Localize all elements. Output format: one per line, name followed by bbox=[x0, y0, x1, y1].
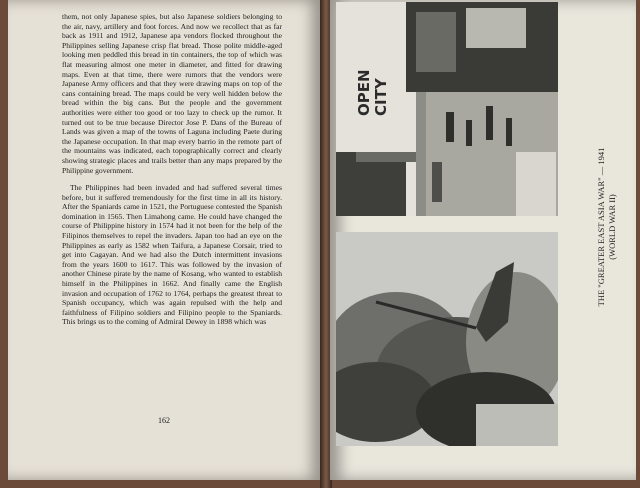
burning-plane-photo bbox=[336, 232, 558, 446]
page-number: 162 bbox=[158, 416, 170, 425]
crash-smoke-image bbox=[336, 232, 558, 446]
caption-subtitle: (WORLD WAR II) bbox=[607, 194, 617, 260]
body-text bbox=[62, 12, 282, 335]
sign-word: OPEN bbox=[355, 69, 373, 116]
sign-word: CITY bbox=[372, 78, 390, 116]
paragraph: them, not only Japanese spies, but also Japanese soldiers belonging to the air, navy, artillery and foot forces. And now we recollect that as far back as 1911 and 1912, Japanese apa vendors flocked throughout the Philippines selling Japanese crisp flat bread. Those polite middle-aged looking men peddled this bread in tin containers, the top of which was flat measuring almost one meter in diameter, and fitted for drawing maps. Even at that time, there were rumors that the vendors were Japanese Army officers and that they were drawing maps on top of the cans containing bread. The maps could be very well hidden below the bread within the big cans. But the people and the government authorities were either too good or too lazy to check up the rumor. It turned out to be true because Director Jose P. Dans of the Bureau of Lands was given a map of the towns of Laguna including Paete during the Japanese occupation. In that map every barrio in the remote part of the mountains was indicated, each topographically correct and clearly showing strategic places and trails better than any maps prepared by the Philippine government. bbox=[62, 12, 282, 175]
open-city-photo bbox=[336, 2, 558, 216]
open-city-sign bbox=[355, 69, 390, 116]
left-page bbox=[8, 0, 322, 480]
photo-caption bbox=[594, 92, 620, 362]
paragraph: The Philippines had been invaded and had suffered several times before, but it suffered tremendously for the first time in all its history. After the Spaniards came in 1521, the Portuguese contested the Spanish domination in 1565. Then Limahong came. He could have changed the course of Philippine history in 1574 had it not been for the help of the Filipinos themselves to repel the invaders. Japan too had an eye on the Philippines as early as 1582 when Taifura, a Japanese Corsair, tried to get into Cagayan. And we had also the Dutch intermittent invasions from the years 1600 to 1617. This was followed by the invasion of another Chinese pirate by the name of Kosang, who wanted to establish himself in the Philippines in 1662. And finally came the English invasion and occupation of 1762 to 1764, perhaps the greatest threat to Spanish occupancy, which was again repulsed with the help and faithfulness of Filipino soldiers and Filipino people to the Spaniards. This brings us to the coming of Admiral Dewey in 1898 which was bbox=[62, 183, 282, 327]
caption-title: THE "GREATER EAST ASIA WAR" — 1941 bbox=[596, 147, 606, 307]
